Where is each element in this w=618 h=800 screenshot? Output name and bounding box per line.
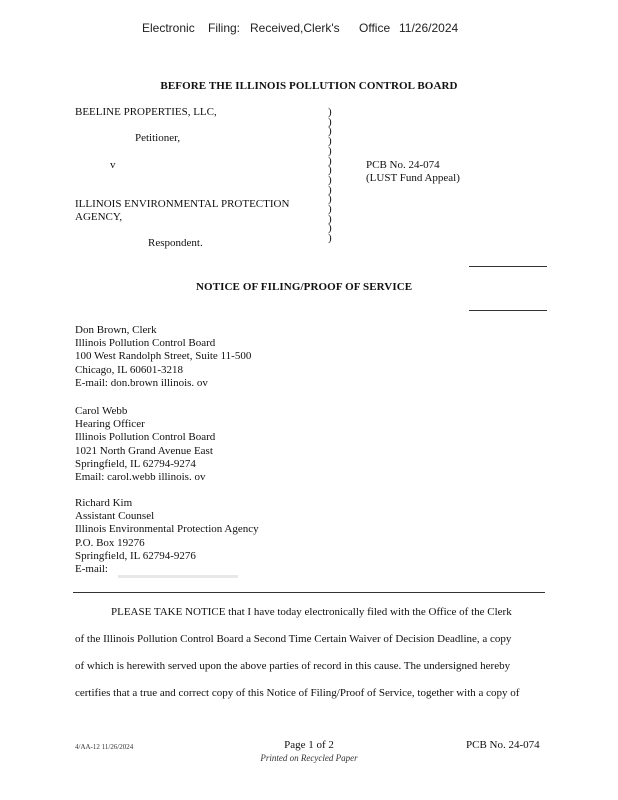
recipient-line: Illinois Pollution Control Board bbox=[75, 337, 216, 350]
service-recipient-clerk bbox=[75, 324, 251, 390]
caption-parentheses: ) ) ) ) ) ) ) ) ) ) ) ) ) ) bbox=[328, 106, 332, 245]
recipient-line: 1021 North Grand Avenue East bbox=[75, 444, 213, 457]
recipient-line: Illinois Pollution Control Board bbox=[75, 431, 216, 444]
notice-title: NOTICE OF FILING/PROOF OF SERVICE bbox=[196, 281, 413, 293]
recipient-line: Chicago, IL 60601-3218 bbox=[75, 363, 184, 376]
recipient-line: P.O. Box 19276 bbox=[75, 536, 145, 549]
versus-label: v bbox=[110, 159, 116, 171]
board-title: BEFORE THE ILLINOIS POLLUTION CONTROL BOARD bbox=[160, 80, 458, 92]
service-recipient-counsel bbox=[75, 497, 259, 576]
filing-stamp-date: 11/26/2024 bbox=[399, 21, 459, 35]
recipient-line: Don Brown, Clerk bbox=[75, 324, 157, 336]
case-type: (LUST Fund Appeal) bbox=[366, 172, 460, 184]
filing-stamp-word-office: Office bbox=[359, 21, 391, 35]
rule-full-width bbox=[73, 592, 545, 593]
body-line-4: certifies that a true and correct copy of this Notice of Filing/Proof of Service, together with a copy of bbox=[75, 687, 520, 699]
rule-short-upper bbox=[469, 266, 547, 267]
recipient-email: E-mail: bbox=[75, 563, 108, 576]
service-recipient-hearing-officer bbox=[75, 405, 215, 484]
recipient-line: Illinois Environmental Protection Agency bbox=[75, 523, 259, 536]
respondent-role: Respondent. bbox=[148, 237, 203, 249]
redaction-smudge bbox=[118, 575, 238, 578]
filing-stamp-word-received: Received,Clerk's bbox=[250, 21, 340, 35]
recipient-email: Email: carol.webb illinois. ov bbox=[75, 471, 206, 484]
respondent-name-line2: AGENCY, bbox=[75, 211, 123, 223]
recipient-line: Hearing Officer bbox=[75, 418, 145, 431]
petitioner-role: Petitioner, bbox=[135, 132, 181, 144]
body-line-3: of which is herewith served upon the above parties of record in this cause. The undersigned hereby bbox=[75, 660, 511, 672]
recipient-line: Carol Webb bbox=[75, 405, 128, 417]
filing-stamp-word-electronic: Electronic bbox=[142, 21, 195, 35]
recipient-line: Assistant Counsel bbox=[75, 510, 155, 523]
petitioner-name: BEELINE PROPERTIES, LLC, bbox=[75, 106, 217, 118]
body-line-2: of the Illinois Pollution Control Board a Second Time Certain Waiver of Decision Deadline, a copy bbox=[75, 633, 512, 645]
footer-recycled-note: Printed on Recycled Paper bbox=[260, 753, 358, 763]
respondent-name-line1: ILLINOIS ENVIRONMENTAL PROTECTION bbox=[75, 198, 290, 210]
recipient-line: 100 West Randolph Street, Suite 11-500 bbox=[75, 350, 252, 363]
filing-stamp-word-filing: Filing: bbox=[208, 21, 241, 35]
recipient-line: Richard Kim bbox=[75, 497, 133, 509]
body-line-1: PLEASE TAKE NOTICE that I have today electronically filed with the Office of the Clerk bbox=[111, 606, 512, 618]
footer-page-number: Page 1 of 2 bbox=[284, 739, 334, 751]
footer-left-code: 4/AA-12 11/26/2024 bbox=[75, 743, 134, 751]
case-number: PCB No. 24-074 bbox=[366, 159, 440, 171]
recipient-email: E-mail: don.brown illinois. ov bbox=[75, 376, 208, 389]
recipient-line: Springfield, IL 62794-9276 bbox=[75, 549, 196, 562]
rule-short-lower bbox=[469, 310, 547, 311]
footer-case-number: PCB No. 24-074 bbox=[466, 739, 540, 751]
recipient-line: Springfield, IL 62794-9274 bbox=[75, 457, 196, 470]
